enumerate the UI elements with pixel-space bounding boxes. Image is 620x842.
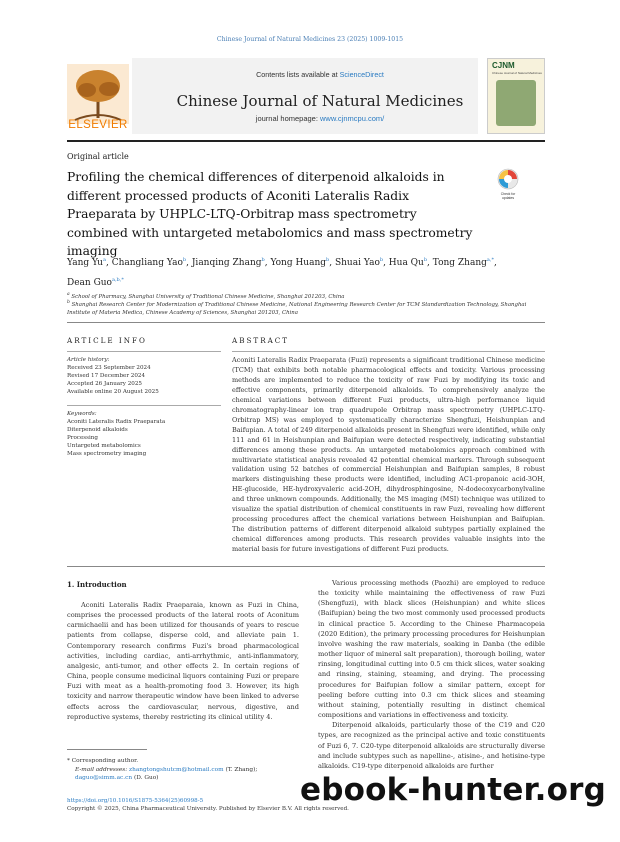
cover-title: CJNM: [492, 61, 515, 70]
section-divider: [67, 322, 545, 323]
article-info-rule-2: [67, 405, 221, 406]
abstract-rule: [232, 351, 545, 352]
sciencedirect-link[interactable]: ScienceDirect: [339, 70, 384, 79]
cover-subtitle: Chinese Journal of Natural Medicines: [492, 71, 542, 75]
journal-homepage-link[interactable]: www.cjnmcpu.com/: [320, 114, 385, 123]
keywords: Keywords: Aconiti Lateralis Radix Praeparata Diterpenoid alkaloids Processing Untargeted metabolomics Mass spectrometry imaging: [67, 411, 166, 457]
watermark-text: ebook-hunter.org: [300, 772, 606, 808]
author[interactable]: Dean Guo$^{a,b,*}$: [67, 277, 124, 288]
paragraph: Diterpenoid alkaloids, particularly those of the C19 and C20 types, are recognized as the principal active and toxic constituents of Fuzi 6, 7. C20-type diterpenoid alkaloids are structurally diverse and include subtypes such as napelline-, atisine-, and hetisine-type alkaloids. C19-type diterpenoid alkaloids are further: [318, 721, 545, 770]
copyright-text: Copyright © 2025, China Pharmaceutical University. Published by Elsevier B.V. All rights reserved.: [67, 806, 349, 812]
email-addresses: E-mail addresses: zhangtongshutcm@hotmail.com (T. Zhang); daguo@simm.ac.cn (D. Guo): [75, 767, 258, 781]
author[interactable]: Shuai Yao$^b$: [334, 257, 384, 268]
cover-artwork: [496, 80, 536, 126]
body-column-left: [67, 600, 299, 722]
svg-text:updates: updates: [501, 196, 515, 200]
corresponding-author-note: * Corresponding author.: [67, 758, 139, 764]
contents-available-line: [140, 70, 500, 79]
body-divider: [67, 566, 545, 567]
article-info-rule: [67, 351, 221, 352]
svg-text:Check for: Check for: [500, 192, 516, 196]
email-link[interactable]: daguo@simm.ac.cn: [75, 775, 133, 781]
affiliation-a: $^a$ School of Pharmacy, Shanghai University of Traditional Chinese Medicine, Shanghai 201203, China: [67, 292, 345, 300]
contents-prefix: Contents lists available at: [256, 70, 340, 79]
affiliation-b: $^b$ Shanghai Research Center for Modernization of Traditional Chinese Medicine, National Engineering Research Center for TCM Standardization Technology, Shanghai Institute of Materia Medica, Chinese Academy of Sciences, Shanghai 201203, China: [67, 300, 527, 317]
author[interactable]: Changliang Yao$^b$: [111, 257, 187, 268]
journal-title: Chinese Journal of Natural Medicines: [176, 92, 464, 110]
check-for-updates-icon[interactable]: [496, 168, 520, 202]
article-info-heading: ARTICLE INFO: [67, 336, 147, 345]
elsevier-wordmark: ELSEVIER: [68, 119, 128, 131]
body-column-right: [318, 578, 545, 771]
author-list: Yang Yu$^a$, Changliang Yao$^b$, Jianqing Zhang$^b$, Yong Huang$^b$, Shuai Yao$^b$, Hua Qu$^b$, Tong Zhang$^{a,*}$, Dean Guo$^{a,b,*}$: [67, 257, 497, 288]
abstract-text: Aconiti Lateralis Radix Praeparata (Fuzi) represents a significant traditional Chinese medicine (TCM) that exhibits both notable pharmacological effects and toxicity. Various processing methods are implemented to reduce the toxicity of raw Fuzi by modifying its toxic and effective components, primarily diterpenoid alkaloids. To comprehensively analyze the chemical variations between different Fuzi products, ultra-high performance liquid chromatography-linear ion trap quadrupole Orbitrap mass spectrometry (UHPLC-LTQ-Orbitrap MS) was employed to systematically characterize Shengfuzi, Heishunpian and Baifupian. A total of 249 diterpenoid alkaloids present in Shengfuzi were identified, while only 111 and 61 in Heishunpian and Baifupian were detected respectively, indicating substantial differences among these products. An untargeted metabolomics approach combined with multivariate statistical analysis revealed 42 potential chemical markers. Through subsequent validation using 52 batches of commercial Heishunpian and Baifupian samples, 8 robust markers distinguishing these products were identified, including AC1-propanoic acid-3OH, HE-glucoside, HE-hydroxyvaleric acid-2OH, dihydrosphingosine, N-dodecoxycarbonylvaline and three unknown compounds. Additionally, the MS imaging (MSI) technique was utilized to visualize the spatial distribution of chemical constituents in raw Fuzi, revealing how different processing procedures affect the chemical variations between Heishunpian and Baifupian. The distribution patterns of different diterpenoid alkaloid subtypes partially explained the chemical differences among products. This research provides valuable insights into the material basis for future investigations of different Fuzi products.: [232, 356, 545, 554]
journal-homepage-line: [140, 114, 500, 123]
author[interactable]: Yong Huang$^b$: [270, 257, 330, 268]
abstract-heading: ABSTRACT: [232, 336, 290, 345]
doi-link[interactable]: https://doi.org/10.1016/S1875-5364(25)60998-5: [67, 798, 204, 804]
author[interactable]: Yang Yu$^a$: [67, 257, 106, 268]
header-divider: [67, 140, 545, 142]
article-type: Original article: [67, 152, 129, 161]
homepage-prefix: journal homepage:: [255, 114, 321, 123]
journal-citation-line[interactable]: Chinese Journal of Natural Medicines 23 (2025) 1009-1015: [216, 36, 404, 43]
article-history: Article history: Received 23 September 2024 Revised 17 December 2024 Accepted 26 January 2025 Available online 20 August 2025: [67, 357, 159, 395]
footnote-rule: [67, 749, 147, 750]
paragraph: Aconiti Lateralis Radix Praeparaia, known as Fuzi in China, comprises the processed products of the lateral roots of Aconitum carmichaelii and has been utilized for thousands of years to rescue patients from collapse, disperse cold, and alleviate pain 1. Contemporary research confirms Fuzi's broad pharmacological activities, including cardiac, anti-arrhythmic, anti-inflammatory, analgesic, anti-tumor, and other effects 2. In certain regions of China, people consume medicinal liquors containing Fuzi or prepare Fuzi with meat as a health-promoting food 3. However, its high toxicity and narrow therapeutic window have been linked to adverse effects across the cardiovascular, nervous, digestive, and reproductive systems, thereby restricting its clinical utility 4.: [67, 601, 299, 721]
section-heading-introduction: 1. Introduction: [67, 580, 127, 589]
author[interactable]: Tong Zhang$^{a,*}$: [432, 257, 494, 268]
paragraph: Various processing methods (Paozhi) are employed to reduce the toxicity while maintaining the effectiveness of raw Fuzi (Shengfuzi), with black slices (Heishunpian) and white slices (Baifupian) being the two most commonly used processed products in clinical practice 5. According to the Chinese Pharmacopeia (2020 Edition), the primary processing procedures for Heishunpian involve washing the raw materials, soaking in Danba (the edible mother liquor of mineral salt preparation), thorough boiling, water rinsing, longitudinal cutting into 0.5 cm thick slices, water soaking and rinsing, staining, steaming, and drying. The processing procedures for Baifupian follow a similar pattern, except for peeling before cutting into 0.3 cm thick slices and steaming without staining, potentially resulting in distinct chemical compositions and variations in effectiveness and toxicity.: [318, 579, 545, 720]
paper-title: Profiling the chemical differences of diterpenoid alkaloids in different processed products of Aconiti Lateralis Radix Praeparata by UHPLC-LTQ-Orbitrap mass spectrometry combined with untargeted metabolomics and mass spectrometry imaging: [67, 170, 473, 258]
author[interactable]: Hua Qu$^b$: [388, 257, 428, 268]
email-link[interactable]: zhangtongshutcm@hotmail.com: [129, 767, 224, 773]
author[interactable]: Jianqing Zhang$^b$: [191, 257, 265, 268]
